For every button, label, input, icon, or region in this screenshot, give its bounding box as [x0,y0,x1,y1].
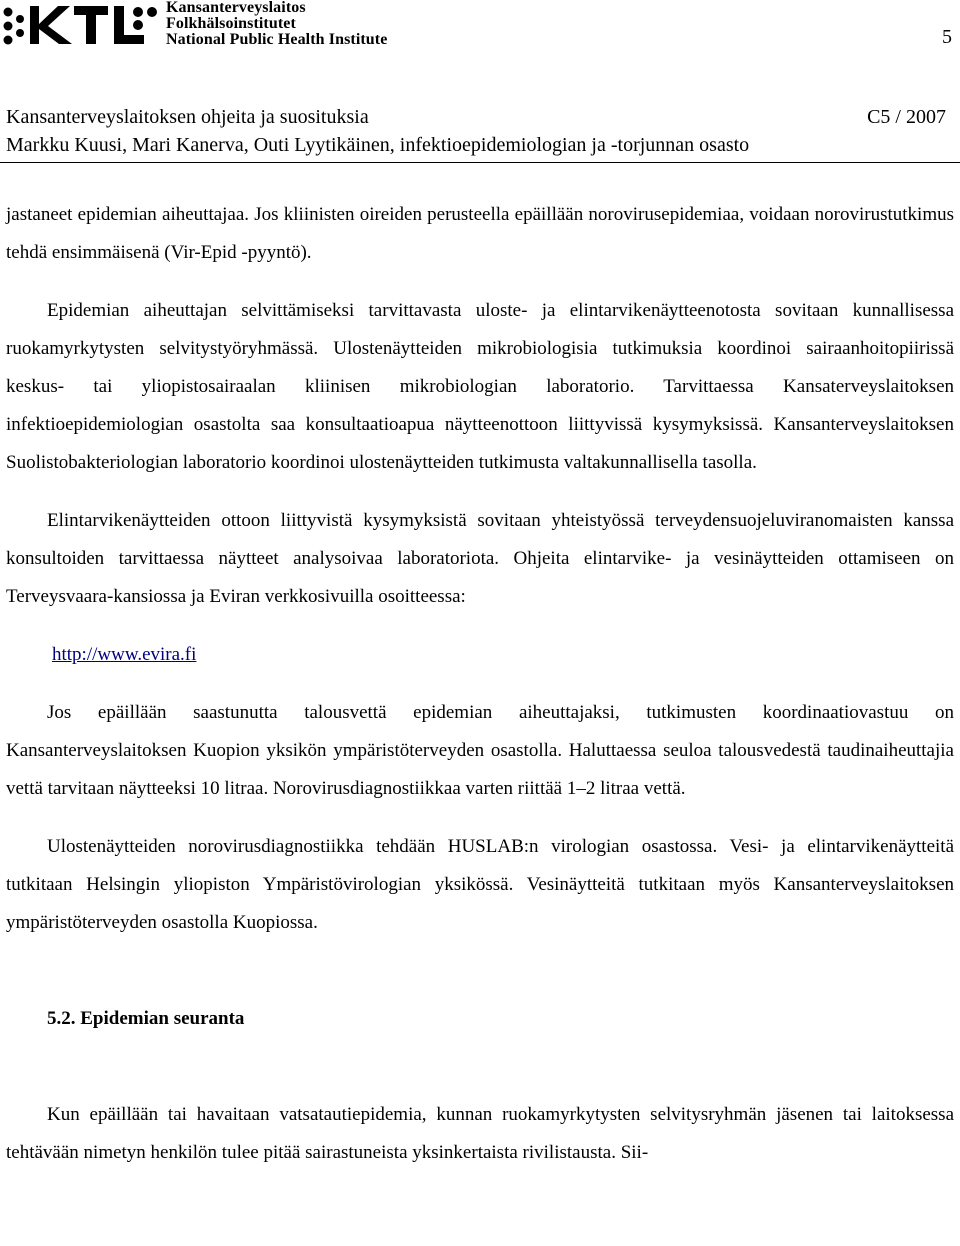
paragraph-gap [6,482,954,502]
paragraph: Ulostenäytteiden norovirusdiagnostiikka tehdään HUSLAB:n virologian osastossa. Vesi- ja elintarvikenäytteitä tutkitaan Helsingin yliopiston Ympäristövirologian yksikössä. Vesinäytteitä tutkitaan myös Kansanterveyslaitoksen ympäristöterveyden osastolla Kuopiossa. [6,836,954,933]
document-body [6,196,954,1172]
paragraph-gap [6,616,954,636]
paragraph: jastaneet epidemian aiheuttajaa. Jos kliinisten oireiden perusteella epäillään norovirusepidemiaa, voidaan norovirustutkimus tehdä ensimmäisenä (Vir-Epid -pyyntö). [6,204,954,263]
paragraph-gap [6,272,954,292]
ktl-logo [0,0,420,50]
paragraph: Epidemian aiheuttajan selvittämiseksi tarvittavasta uloste- ja elintarvikenäytteenotosta sovitaan kunnallisessa ruokamyrkytysten selvitystyöryhmässä. Ulostenäytteiden mikrobiologisia tutkimuksia koordinoi sairaanhoitopiirissä keskus- tai yliopistosairaalan kliinisen mikrobiologian laboratorio. Tarvittaessa Kansaterveyslaitoksen infektioepidemiologian osastolta saa konsultaatioapua näytteenottoon liittyvissä kysymyksissä. Kansanterveyslaitoksen Suolistobakteriologian laboratorio koordinoi ulostenäytteiden tutkimusta valtakunnallisella tasolla. [6,300,954,473]
org-name-finnish: Kansanterveyslaitos [166,0,306,16]
paragraph: Elintarvikenäytteiden ottoon liittyvistä kysymyksistä sovitaan yhteistyössä terveydensuojeluviranomaisten kanssa konsultoiden tarvittaessa näytteet analysoivaa laboratoriota. Ohjeita elintarvike- ja vesinäytteiden ottamiseen on Terveysvaara-kansiossa ja Eviran verkkosivuilla osoitteessa: [6,510,954,607]
page-number: 5 [942,26,952,48]
series-code: C5 / 2007 [867,106,946,128]
evira-link[interactable]: http://www.evira.fi [52,644,197,665]
section-gap [6,1038,954,1096]
authors-line: Markku Kuusi, Mari Kanerva, Outi Lyytikäinen, infektioepidemiologian ja -torjunnan osasto [6,134,750,156]
org-name-swedish: Folkhälsoinstitutet [166,15,296,32]
link-line [6,636,954,674]
paragraph-gap [6,808,954,828]
ktl-logo-mark-icon [2,4,162,46]
series-header [6,106,946,129]
header-divider [0,162,960,163]
organization-names [166,0,387,48]
paragraph-gap [6,674,954,694]
org-name-english: National Public Health Institute [166,31,388,48]
series-title: Kansanterveyslaitoksen ohjeita ja suosituksia [6,106,369,128]
section-title: 5.2. Epidemian seuranta [47,1008,245,1029]
paragraph: Kun epäillään tai havaitaan vatsatautiepidemia, kunnan ruokamyrkytysten selvitysryhmän jäsenen tai laitoksessa tehtävään nimetyn henkilön tulee pitää sairastuneista yksinkertaista rivilistausta. Sii- [6,1104,954,1163]
paragraph: Jos epäillään saastunutta talousvettä epidemian aiheuttajaksi, tutkimusten koordinaatiovastuu on Kansanterveyslaitoksen Kuopion yksikön ympäristöterveyden osastolla. Haluttaessa seuloa talousvedestä taudinaiheuttajia vettä tarvitaan näytteeksi 10 litraa. Norovirusdiagnostiikkaa varten riittää 1–2 litraa vettä. [6,702,954,799]
section-gap [6,942,954,1000]
